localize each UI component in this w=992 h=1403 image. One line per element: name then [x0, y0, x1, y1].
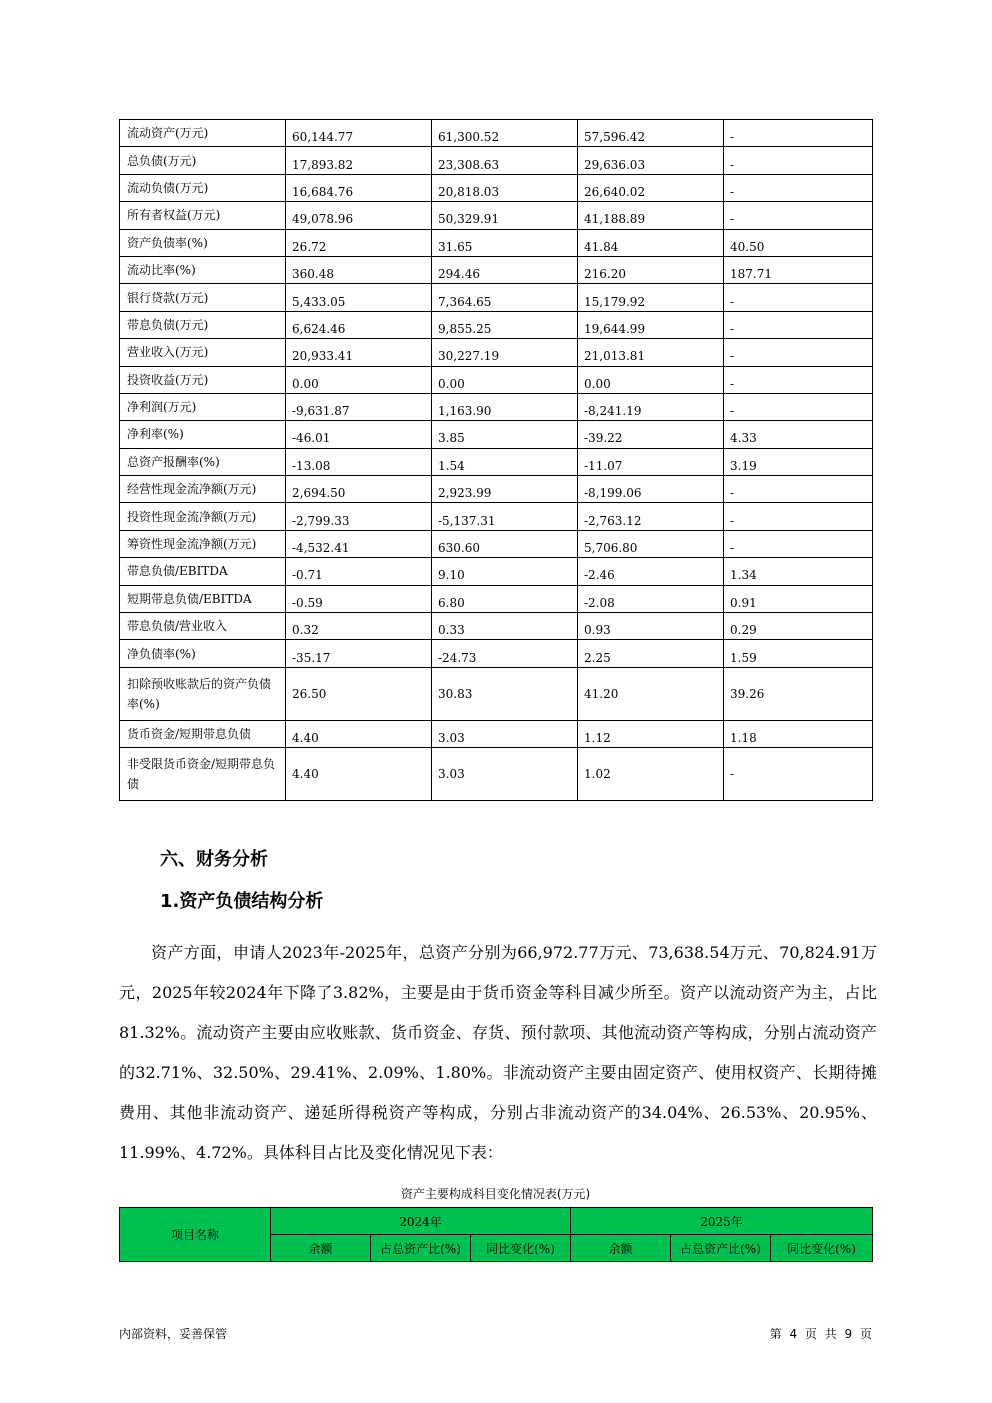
value-2025: 57,596.42 — [578, 120, 724, 147]
value-2025: 26,640.02 — [578, 174, 724, 201]
asset-table-caption: 资产主要构成科目变化情况表(万元) — [400, 1187, 591, 1201]
table-row — [120, 448, 873, 475]
value-2025: -2,763.12 — [578, 503, 724, 530]
row-label: 营业收入(万元) — [120, 339, 286, 366]
table-row — [120, 120, 873, 147]
row-label: 流动资产(万元) — [120, 120, 286, 147]
value-industry: 1.59 — [724, 640, 873, 667]
table-row — [120, 147, 873, 174]
value-2024: 23,308.63 — [432, 147, 578, 174]
value-2023: 5,433.05 — [286, 284, 432, 311]
value-2023: 4.40 — [286, 748, 432, 801]
value-2023: 16,684.76 — [286, 174, 432, 201]
balance-2025-header: 余额 — [571, 1235, 671, 1262]
footer-confidential-note: 内部资料，妥善保管 — [119, 1327, 228, 1341]
value-industry: - — [724, 476, 873, 503]
value-2023: 0.32 — [286, 613, 432, 640]
row-label: 总负债(万元) — [120, 147, 286, 174]
value-industry: 1.34 — [724, 558, 873, 585]
value-2023: -9,631.87 — [286, 393, 432, 420]
value-2024: 3.03 — [432, 748, 578, 801]
value-2024: 0.00 — [432, 366, 578, 393]
row-label: 净负债率(%) — [120, 640, 286, 667]
value-industry: - — [724, 311, 873, 338]
value-2023: 2,694.50 — [286, 476, 432, 503]
row-label: 货币资金/短期带息负债 — [120, 720, 286, 747]
row-label: 投资收益(万元) — [120, 366, 286, 393]
value-industry: 0.29 — [724, 613, 873, 640]
share-2025-header: 占总资产比(%) — [671, 1235, 771, 1262]
row-label: 带息负债/营业收入 — [120, 613, 286, 640]
table-row — [120, 366, 873, 393]
value-industry: - — [724, 748, 873, 801]
table-row — [120, 311, 873, 338]
table-row — [120, 585, 873, 612]
value-2025: 5,706.80 — [578, 530, 724, 557]
value-2023: -2,799.33 — [286, 503, 432, 530]
row-label: 净利率(%) — [120, 421, 286, 448]
value-2023: -4,532.41 — [286, 530, 432, 557]
value-2025: 15,179.92 — [578, 284, 724, 311]
subsection-heading-asset-liability: 1.资产负债结构分析 — [160, 891, 324, 912]
table-row — [120, 229, 873, 256]
value-industry: 39.26 — [724, 667, 873, 720]
value-2024: 3.85 — [432, 421, 578, 448]
value-2025: 41,188.89 — [578, 202, 724, 229]
value-2024: 30.83 — [432, 667, 578, 720]
value-2023: 20,933.41 — [286, 339, 432, 366]
asset-analysis-paragraph: 资产方面，申请人2023年-2025年，总资产分别为66,972.77万元、73,638.54万元、70,824.91万元，2025年较2024年下降了3.82%，主要是由于货币资金等科目减少所至。资产以流动资产为主，占比81.32%。流动资产主要由应收账款、货币资金、存货、预付款项、其他流动资产等构成，分别占流动资产的32.71%、32.50%、29.41%、2.09%、1.80%。非流动资产主要由固定资产、使用权资产、长期待摊费用、其他非流动资产、递延所得税资产等构成，分别占非流动资产的34.04%、26.53%、20.95%、11.99%、4.72%。具体科目占比及变化情况见下表： — [119, 943, 877, 1162]
value-2025: 29,636.03 — [578, 147, 724, 174]
value-industry: - — [724, 284, 873, 311]
value-2023: 6,624.46 — [286, 311, 432, 338]
value-2024: 30,227.19 — [432, 339, 578, 366]
value-industry: 1.18 — [724, 720, 873, 747]
value-2025: 21,013.81 — [578, 339, 724, 366]
row-label: 净利润(万元) — [120, 393, 286, 420]
value-2023: 26.50 — [286, 667, 432, 720]
section-heading-financial-analysis: 六、财务分析 — [160, 849, 268, 870]
table-row — [120, 613, 873, 640]
row-label: 筹资性现金流净额(万元) — [120, 530, 286, 557]
value-industry: - — [724, 174, 873, 201]
table-row — [120, 393, 873, 420]
row-label: 银行贷款(万元) — [120, 284, 286, 311]
row-label: 所有者权益(万元) — [120, 202, 286, 229]
value-2024: 9,855.25 — [432, 311, 578, 338]
value-2023: -0.71 — [286, 558, 432, 585]
value-2025: -8,199.06 — [578, 476, 724, 503]
value-2023: 60,144.77 — [286, 120, 432, 147]
value-2025: 41.84 — [578, 229, 724, 256]
value-industry: 0.91 — [724, 585, 873, 612]
value-industry: - — [724, 120, 873, 147]
value-2024: 0.33 — [432, 613, 578, 640]
row-label: 带息负债(万元) — [120, 311, 286, 338]
table-row — [120, 284, 873, 311]
year-2024-header: 2024年 — [271, 1208, 571, 1235]
value-2025: -2.08 — [578, 585, 724, 612]
table-row — [120, 720, 873, 747]
value-2023: 360.48 — [286, 256, 432, 283]
value-2024: 50,329.91 — [432, 202, 578, 229]
value-industry: 3.19 — [724, 448, 873, 475]
financial-indicators-table — [119, 119, 873, 801]
value-industry: - — [724, 366, 873, 393]
value-industry: 187.71 — [724, 256, 873, 283]
row-label: 流动比率(%) — [120, 256, 286, 283]
table-row — [120, 339, 873, 366]
value-2025: 1.12 — [578, 720, 724, 747]
row-label: 带息负债/EBITDA — [120, 558, 286, 585]
value-2024: 20,818.03 — [432, 174, 578, 201]
share-2024-header: 占总资产比(%) — [371, 1235, 471, 1262]
value-industry: - — [724, 339, 873, 366]
value-industry: 4.33 — [724, 421, 873, 448]
value-industry: 40.50 — [724, 229, 873, 256]
value-2025: -39.22 — [578, 421, 724, 448]
yoy-2024-header: 同比变化(%) — [471, 1235, 571, 1262]
value-2024: 3.03 — [432, 720, 578, 747]
row-label: 投资性现金流净额(万元) — [120, 503, 286, 530]
value-2024: 9.10 — [432, 558, 578, 585]
row-label: 总资产报酬率(%) — [120, 448, 286, 475]
value-industry: - — [724, 202, 873, 229]
table-row — [120, 530, 873, 557]
value-2025: -11.07 — [578, 448, 724, 475]
table-row — [120, 256, 873, 283]
balance-2024-header: 余额 — [271, 1235, 371, 1262]
asset-table-header-row — [120, 1208, 873, 1235]
asset-composition-table — [119, 1207, 873, 1262]
value-2023: 4.40 — [286, 720, 432, 747]
table-row — [120, 421, 873, 448]
table-row — [120, 476, 873, 503]
table-row — [120, 503, 873, 530]
row-label: 短期带息负债/EBITDA — [120, 585, 286, 612]
value-2023: -46.01 — [286, 421, 432, 448]
value-2025: 0.93 — [578, 613, 724, 640]
value-2023: -35.17 — [286, 640, 432, 667]
row-label: 非受限货币资金/短期带息负债 — [120, 748, 286, 801]
value-industry: - — [724, 147, 873, 174]
value-2025: 2.25 — [578, 640, 724, 667]
value-2025: -2.46 — [578, 558, 724, 585]
value-industry: - — [724, 393, 873, 420]
value-2024: -24.73 — [432, 640, 578, 667]
table-row — [120, 667, 873, 720]
value-2023: -13.08 — [286, 448, 432, 475]
table-row — [120, 174, 873, 201]
value-2023: -0.59 — [286, 585, 432, 612]
value-2023: 17,893.82 — [286, 147, 432, 174]
value-2025: 19,644.99 — [578, 311, 724, 338]
value-2024: 6.80 — [432, 585, 578, 612]
value-2024: 2,923.99 — [432, 476, 578, 503]
year-2025-header: 2025年 — [571, 1208, 873, 1235]
value-2024: 294.46 — [432, 256, 578, 283]
value-2025: 41.20 — [578, 667, 724, 720]
value-2024: 7,364.65 — [432, 284, 578, 311]
financial-table-body — [120, 120, 873, 801]
value-2023: 49,078.96 — [286, 202, 432, 229]
row-label: 流动负债(万元) — [120, 174, 286, 201]
table-row — [120, 640, 873, 667]
row-label: 扣除预收账款后的资产负债率(%) — [120, 667, 286, 720]
value-2024: 1,163.90 — [432, 393, 578, 420]
row-label: 经营性现金流净额(万元) — [120, 476, 286, 503]
value-2023: 26.72 — [286, 229, 432, 256]
value-2024: 1.54 — [432, 448, 578, 475]
yoy-2025-header: 同比变化(%) — [771, 1235, 873, 1262]
value-industry: - — [724, 530, 873, 557]
table-row — [120, 558, 873, 585]
value-industry: - — [724, 503, 873, 530]
row-label: 资产负债率(%) — [120, 229, 286, 256]
table-row — [120, 748, 873, 801]
value-2024: 61,300.52 — [432, 120, 578, 147]
value-2024: -5,137.31 — [432, 503, 578, 530]
value-2025: 0.00 — [578, 366, 724, 393]
value-2025: -8,241.19 — [578, 393, 724, 420]
value-2025: 1.02 — [578, 748, 724, 801]
value-2024: 630.60 — [432, 530, 578, 557]
footer-page-number: 第 4 页 共 9 页 — [769, 1327, 872, 1341]
value-2025: 216.20 — [578, 256, 724, 283]
value-2024: 31.65 — [432, 229, 578, 256]
item-name-header: 项目名称 — [120, 1208, 271, 1262]
value-2023: 0.00 — [286, 366, 432, 393]
table-row — [120, 202, 873, 229]
